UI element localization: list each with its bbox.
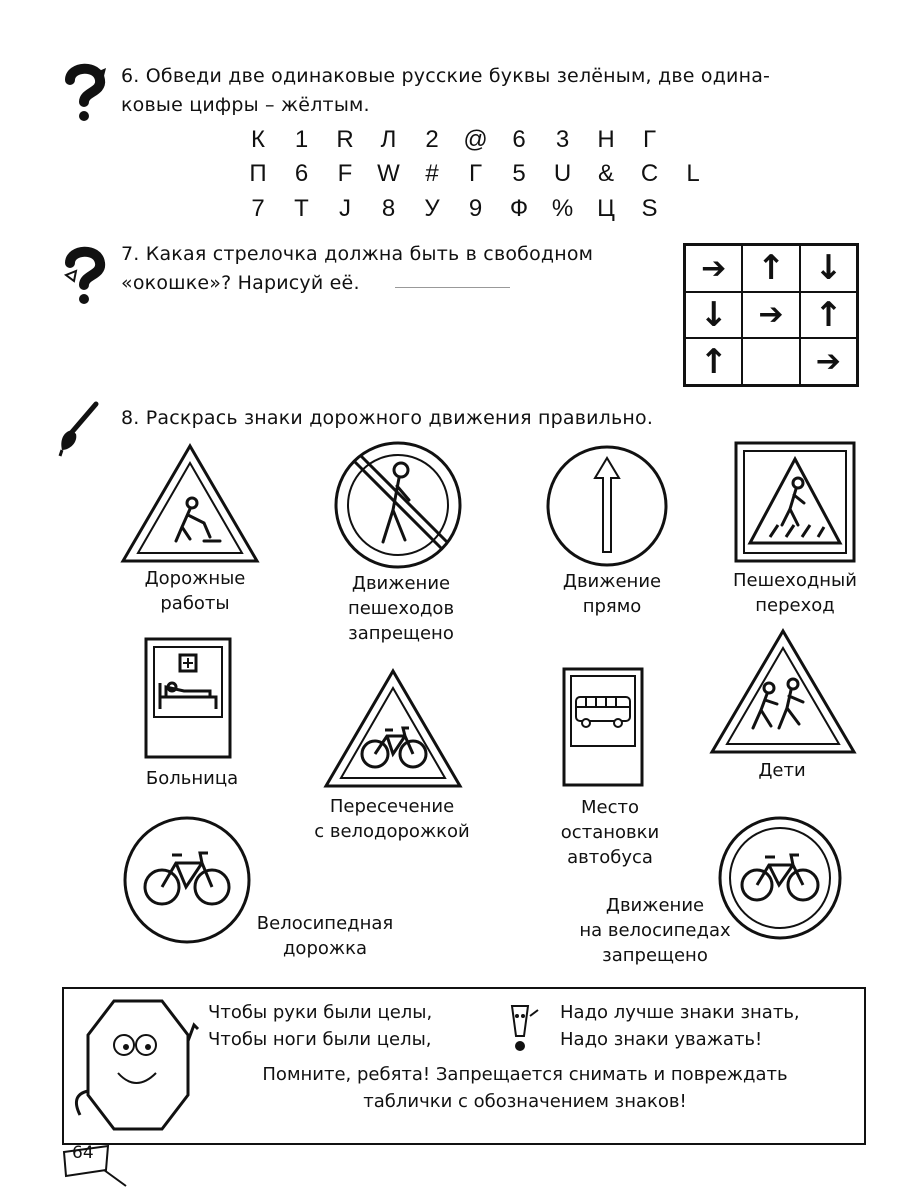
symbol-cell: П (249, 160, 267, 187)
arrow-cell (800, 245, 857, 292)
arrow-down-icon: ↓ (699, 294, 728, 335)
paintbrush-icon (56, 402, 102, 462)
symbol-cell: U (553, 160, 572, 187)
arrow-right-icon: ➔ (815, 344, 841, 380)
hospital-label (97, 766, 287, 791)
arrow-grid (683, 243, 859, 387)
symbol-cell: L (686, 160, 700, 187)
arrow-up-icon: ↑ (756, 248, 786, 289)
arrow-cell (742, 245, 799, 292)
sign-label-line: с велодорожкой (314, 821, 470, 842)
task-6-text: 6. Обведи две одинаковые русские буквы зелёным, две одина- ковые цифры – жёлтым. (121, 65, 771, 116)
sign-label-line: Движение (351, 573, 451, 594)
symbol-cell: C (640, 160, 659, 187)
crosswalk-label (695, 568, 895, 618)
straight-only-label (517, 569, 707, 619)
sign-label-line: автобуса (567, 847, 653, 868)
symbol-cell: 6 (512, 126, 526, 153)
straight-only-sign (545, 444, 669, 568)
symbol-cell: J (339, 195, 351, 222)
hospital-sign (144, 637, 232, 759)
poem-left: Чтобы руки были целы, Чтобы ноги были целы, (208, 1002, 433, 1050)
bike-crossing-label (297, 794, 487, 844)
sign-label-line: Пешеходный (733, 570, 857, 591)
symbol-cell: Н (597, 126, 615, 153)
question-icon-7 (58, 245, 110, 309)
symbol-cell: 9 (468, 195, 483, 222)
symbol-cell: # (425, 160, 439, 187)
symbol-cell: 5 (512, 160, 526, 187)
arrow-cell (685, 338, 742, 385)
exclamation-mascot-icon (500, 1002, 540, 1054)
answer-line (395, 287, 510, 288)
arrow-cell (685, 245, 742, 292)
poem-right: Надо лучше знаки знать, Надо знаки уважать! (560, 1002, 800, 1050)
symbol-cell: Ц (597, 195, 615, 222)
sign-label-line: Велосипедная (256, 913, 394, 934)
arrow-up-icon: ↑ (814, 294, 843, 335)
symbol-cell: @ (463, 126, 488, 153)
symbol-cell: 1 (294, 126, 309, 153)
symbol-cell: Ф (509, 195, 529, 222)
question-icon-6 (58, 62, 110, 126)
symbol-cell: R (336, 126, 354, 153)
symbol-cell: К (251, 126, 265, 153)
symbol-cell: 3 (555, 126, 570, 153)
road-works-label (100, 566, 290, 616)
symbol-cell: Л (380, 126, 397, 153)
symbol-cell: Г (469, 160, 482, 187)
arrow-up-icon: ↑ (699, 341, 728, 382)
arrow-cell (685, 292, 742, 339)
sign-label-line: Место (581, 797, 639, 818)
bike-crossing-sign (323, 668, 463, 790)
sign-mascot-icon (70, 995, 198, 1141)
sign-label-line: Движение (605, 895, 705, 916)
symbol-cell: % (551, 195, 574, 222)
arrow-right-icon: ➔ (701, 250, 727, 286)
sign-label-line: запрещено (602, 945, 708, 966)
arrow-down-icon: ↓ (814, 248, 843, 289)
sign-label-line: переход (755, 595, 835, 616)
bus-stop-label (515, 795, 705, 870)
symbol-cell: Г (643, 126, 656, 153)
sign-label-line: Движение (562, 571, 662, 592)
children-sign (709, 628, 857, 756)
bus-stop-sign (562, 667, 644, 787)
symbol-cell: & (597, 160, 614, 187)
sign-label-line: дорожка (282, 938, 367, 959)
sign-label-line: прямо (582, 596, 642, 617)
sign-label-line: работы (160, 593, 230, 614)
no-bicycles-label (545, 893, 765, 968)
symbol-cell: 6 (294, 160, 309, 187)
sign-label-line: запрещено (348, 623, 454, 644)
arrow-cell (742, 292, 799, 339)
symbol-cell: F (337, 160, 353, 187)
symbol-cell: 8 (381, 195, 396, 222)
crosswalk-sign (734, 441, 856, 563)
task-8-text: 8. Раскрась знаки дорожного движения правильно. (121, 407, 654, 429)
road-works-sign (120, 443, 260, 565)
symbol-cell: У (424, 195, 440, 222)
bike-path-label (230, 911, 420, 961)
children-label (687, 758, 877, 783)
no-pedestrians-sign (333, 440, 463, 570)
sign-label-line: Дорожные (144, 568, 246, 589)
arrow-cell (800, 292, 857, 339)
no-pedestrians-label (306, 571, 496, 646)
arrow-cell (800, 338, 857, 385)
page-number-flag-icon (60, 1140, 130, 1188)
poem-note: Помните, ребята! Запрещается снимать и повреждать таблички с обозначением знаков! (262, 1064, 788, 1112)
page-number: 64 (72, 1143, 94, 1163)
symbol-cell: W (377, 160, 400, 187)
task-7-text: 7. Какая стрелочка должна быть в свободном «окошке»? Нарисуй её. (121, 243, 594, 294)
sign-label-line: пешеходов (347, 598, 455, 619)
symbol-cell: Т (294, 195, 309, 222)
sign-label-line: Пересечение (329, 796, 455, 817)
sign-label-line: на велосипедах (579, 920, 731, 941)
symbol-cell: 2 (425, 126, 439, 153)
empty-arrow-cell[interactable] (742, 338, 799, 385)
arrow-right-icon: ➔ (758, 297, 784, 333)
symbol-cell: S (641, 195, 658, 222)
sign-label-line: Больница (145, 768, 239, 789)
symbol-cell: 7 (251, 195, 265, 222)
sign-label-line: Дети (758, 760, 806, 781)
sign-label-line: остановки (560, 822, 660, 843)
